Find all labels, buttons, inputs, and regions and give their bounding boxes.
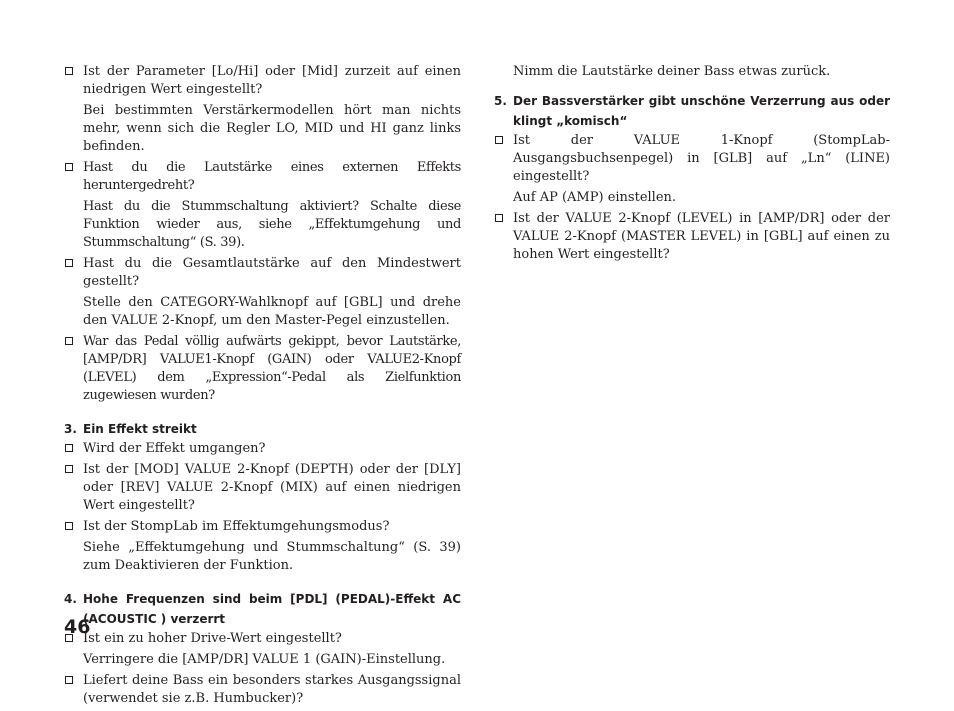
- left-column: [64, 63, 461, 711]
- question-item: [494, 132, 890, 186]
- question-item: [64, 518, 461, 536]
- answer-text: Stelle den CATEGORY-Wahlknopf auf [GBL] und drehe den VALUE 2-Knopf, um den Master-Pegel einzustellen.: [83, 295, 461, 328]
- question-text: Ist der StompLab im Effektumgehungsmodus?: [83, 519, 390, 534]
- question-text: Ist der VALUE 1-Knopf (StompLab-Ausgangsbuchsenpegel) in [GLB] auf „Ln“ (LINE) eingestellt?: [513, 133, 890, 184]
- section-heading-4: [64, 589, 461, 629]
- section-heading-3: [64, 419, 461, 439]
- checkbox-bullet-icon: [65, 337, 73, 345]
- answer-text-continued: Nimm die Lautstärke deiner Bass etwas zurück.: [513, 64, 831, 79]
- section-title: Der Bassverstärker gibt unschöne Verzerrung aus oder klingt „komisch“: [513, 94, 890, 128]
- question-item: [64, 333, 461, 405]
- section-title: Hohe Frequenzen sind beim [PDL] (PEDAL)-Effekt AC (ACOUSTIC ) verzerrt: [83, 592, 461, 626]
- question-item: [64, 159, 461, 195]
- checkbox-bullet-icon: [495, 136, 503, 144]
- checkbox-bullet-icon: [65, 444, 73, 452]
- section-number: 3.: [64, 422, 77, 436]
- question-item: [64, 440, 461, 458]
- question-text: Hast du die Gesamtlautstärke auf den Mindestwert gestellt?: [83, 256, 461, 289]
- section-number: 4.: [64, 592, 77, 606]
- question-text: Wird der Effekt umgangen?: [83, 441, 266, 456]
- section-number: 5.: [494, 94, 507, 108]
- answer-text: Auf AP (AMP) einstellen.: [513, 190, 677, 205]
- answer-text: Verringere die [AMP/DR] VALUE 1 (GAIN)-Einstellung.: [83, 652, 446, 667]
- checkbox-bullet-icon: [65, 163, 73, 171]
- question-text: Ist ein zu hoher Drive-Wert eingestellt?: [83, 631, 342, 646]
- question-text: Ist der VALUE 2-Knopf (LEVEL) in [AMP/DR] oder der VALUE 2-Knopf (MASTER LEVEL) in [GBL] auf einen zu hohen Wert eingestellt?: [513, 211, 890, 262]
- right-column: [494, 63, 890, 267]
- question-text: Ist der [MOD] VALUE 2-Knopf (DEPTH) oder der [DLY] oder [REV] VALUE 2-Knopf (MIX) auf einen niedrigen Wert eingestellt?: [83, 462, 461, 513]
- checkbox-bullet-icon: [65, 67, 73, 75]
- checkbox-bullet-icon: [65, 259, 73, 267]
- question-item: [64, 461, 461, 515]
- question-item: [494, 210, 890, 264]
- question-text: Liefert deine Bass ein besonders starkes Ausgangssignal (verwendet sie z.B. Humbucker)?: [83, 673, 461, 706]
- answer-text: Bei bestimmten Verstärkermodellen hört man nichts mehr, wenn sich die Regler LO, MID und HI ganz links befinden.: [83, 103, 461, 154]
- checkbox-bullet-icon: [495, 214, 503, 222]
- answer-text: Siehe „Effektumgehung und Stummschaltung“ (S. 39) zum Deaktivieren der Funktion.: [83, 540, 461, 573]
- question-text: Ist der Parameter [Lo/Hi] oder [Mid] zurzeit auf einen niedrigen Wert eingestellt?: [83, 64, 461, 97]
- checkbox-bullet-icon: [65, 676, 73, 684]
- checkbox-bullet-icon: [65, 465, 73, 473]
- checkbox-bullet-icon: [65, 522, 73, 530]
- question-item: [64, 255, 461, 291]
- page-number: 46: [64, 616, 91, 638]
- question-text: Hast du die Lautstärke eines externen Effekts heruntergedreht?: [83, 160, 461, 193]
- question-item: [64, 672, 461, 708]
- section-heading-5: [494, 91, 890, 131]
- question-item: [64, 63, 461, 99]
- question-item: [64, 630, 461, 648]
- question-text: War das Pedal völlig aufwärts gekippt, bevor Lautstärke, [AMP/DR] VALUE1-Knopf (GAIN) oder VALUE2-Knopf (LEVEL) dem „Expression“-Pedal als Zielfunktion zugewiesen wurden?: [83, 334, 461, 403]
- section-title: Ein Effekt streikt: [83, 422, 197, 436]
- answer-text: Hast du die Stummschaltung aktiviert? Schalte diese Funktion wieder aus, siehe „Effektumgehung und Stummschaltung“ (S. 39).: [83, 199, 461, 250]
